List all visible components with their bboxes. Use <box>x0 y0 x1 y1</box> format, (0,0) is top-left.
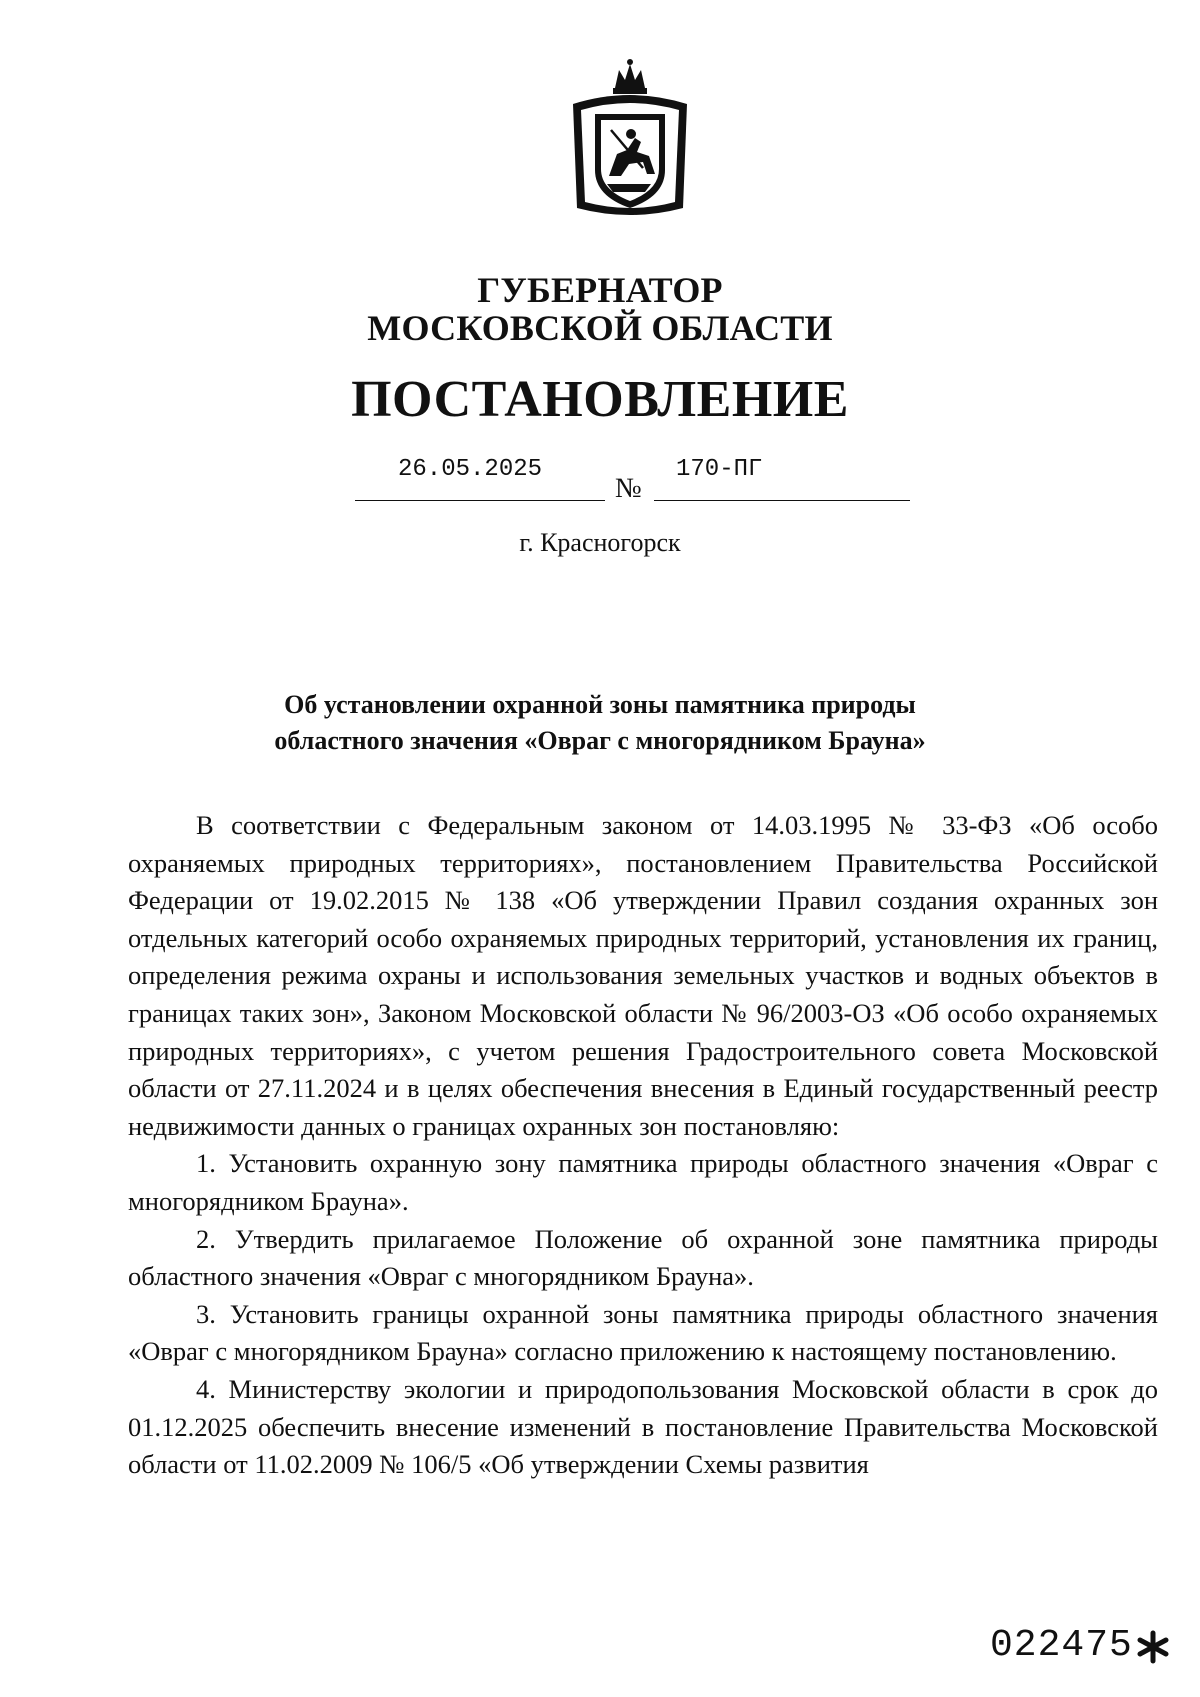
document-number: 170-ПГ <box>676 456 763 483</box>
document-type-title: ПОСТАНОВЛЕНИЕ <box>351 371 849 428</box>
subject-title-line1: Об установлении охранной зоны памятника природы <box>284 690 916 719</box>
resolution-item-3: 3. Установить границы охранной зоны памятника природы областного значения «Овраг с многорядником Брауна» согласно приложению к настоящему постановлению. <box>128 1298 1158 1367</box>
number-underline <box>654 500 910 501</box>
subject-title-line2: областного значения «Овраг с многорядником Брауна» <box>274 726 926 755</box>
number-sign: № <box>615 473 642 504</box>
authority-title-line1: ГУБЕРНАТОР <box>477 270 723 310</box>
document-city: г. Красногорск <box>519 528 681 557</box>
coat-of-arms-icon <box>565 58 695 222</box>
date-underline <box>355 500 605 501</box>
authority-title-line2: МОСКОВСКОЙ ОБЛАСТИ <box>367 308 833 348</box>
resolution-item-4: 4. Министерству экологии и природопользования Московской области в срок до 01.12.2025 обеспечить внесение изменений в постановление Правительства Московской области от 11.02.2009 № 106/5 «Об утверждении Схемы развития <box>128 1373 1158 1480</box>
document-date: 26.05.2025 <box>398 456 543 483</box>
resolution-item-2: 2. Утвердить прилагаемое Положение об охранной зоне памятника природы областного значения «Овраг с многорядником Брауна». <box>128 1223 1158 1292</box>
resolution-item-1: 1. Установить охранную зону памятника природы областного значения «Овраг с многорядником Брауна». <box>128 1148 1158 1216</box>
form-serial-number: 022475 <box>990 1624 1133 1667</box>
preamble-paragraph: В соответствии с Федеральным законом от 14.03.1995 № 33-ФЗ «Об особо охраняемых природных территориях», постановлением Правительства Российской Федерации от 19.02.2015 № 138 «Об утверждении Правил создания охранных зон отдельных категорий особо охраняемых природных территорий, установления их границ, определения режима охраны и использования земельных участков и водных объектов в границах таких зон», Законом Московской области № 96/2003-ОЗ «Об особо охраняемых природных территориях», с учетом решения Градостроительного совета Московской области от 27.11.2024 и в целях обеспечения внесения в Единый государственный реестр недвижимости данных о границах охранных зон постановляю: <box>128 810 1158 1141</box>
asterisk-icon <box>1136 1630 1170 1664</box>
document-body <box>128 807 1158 1484</box>
